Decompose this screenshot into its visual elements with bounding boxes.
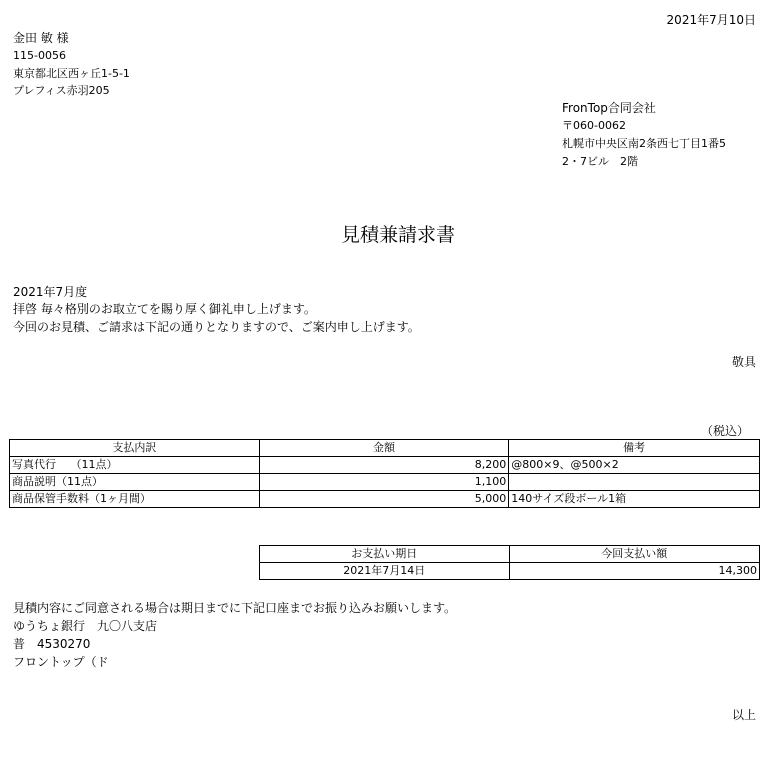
row-amount: 8,200 xyxy=(259,457,509,474)
row-desc: 商品保管手数料（1ヶ月間） xyxy=(10,491,260,508)
document-title: 見積兼請求書 xyxy=(340,224,455,246)
row-note: 140サイズ段ボール1箱 xyxy=(509,491,760,508)
row-desc: 商品説明（11点） xyxy=(10,474,260,491)
header-desc: 支払内訳 xyxy=(10,440,260,457)
bank-account: 普 4530270 xyxy=(13,637,91,651)
row-note xyxy=(509,474,760,491)
recipient-postal: 115-0056 xyxy=(13,49,66,62)
due-date-value: 2021年7月14日 xyxy=(260,563,510,580)
row-desc: 写真代行 （11点） xyxy=(10,457,260,474)
greeting-text: 拝啓 毎々格別のお取立てを賜り厚く御礼申し上げます。 xyxy=(13,302,316,316)
sender-address-2: 2・7ビル 2階 xyxy=(562,155,638,168)
billing-period: 2021年7月度 xyxy=(13,285,88,299)
sender-company: FronTop合同会社 xyxy=(562,101,656,115)
sender-address-1: 札幌市中央区南2条西七丁目1番5 xyxy=(562,137,726,150)
row-amount: 5,000 xyxy=(259,491,509,508)
closing-text: 敬具 xyxy=(731,355,756,369)
payment-table xyxy=(259,545,760,580)
header-due-date: お支払い期日 xyxy=(260,546,510,563)
table-row xyxy=(10,457,760,474)
tax-note: （税込） xyxy=(700,424,749,438)
bank-holder: フロントップ（ド xyxy=(13,655,109,669)
header-note: 備考 xyxy=(509,440,760,457)
header-total: 今回支払い額 xyxy=(509,546,759,563)
document-date: 2021年7月10日 xyxy=(666,13,756,27)
recipient-address-1: 東京都北区西ヶ丘1-5-1 xyxy=(13,67,130,80)
intro-text: 今回のお見積、ご請求は下記の通りとなりますので、ご案内申し上げます。 xyxy=(13,320,420,334)
total-value: 14,300 xyxy=(509,563,759,580)
sender-postal: 〒060-0062 xyxy=(562,119,626,132)
row-amount: 1,100 xyxy=(259,474,509,491)
recipient-address-2: プレフィス赤羽205 xyxy=(13,84,110,97)
bank-instruction: 見積内容にご同意される場合は期日までに下記口座までお振り込みお願いします。 xyxy=(13,601,457,615)
items-table xyxy=(9,439,760,508)
table-row xyxy=(260,563,760,580)
end-text: 以上 xyxy=(731,708,756,722)
table-row xyxy=(10,474,760,491)
row-note: @800×9、@500×2 xyxy=(509,457,760,474)
recipient-name: 金田 敏 様 xyxy=(13,31,69,45)
payment-table-header xyxy=(260,546,760,563)
bank-name: ゆうちょ銀行 九〇八支店 xyxy=(13,619,158,633)
items-table-header xyxy=(10,440,760,457)
table-row xyxy=(10,491,760,508)
header-amount: 金額 xyxy=(259,440,509,457)
